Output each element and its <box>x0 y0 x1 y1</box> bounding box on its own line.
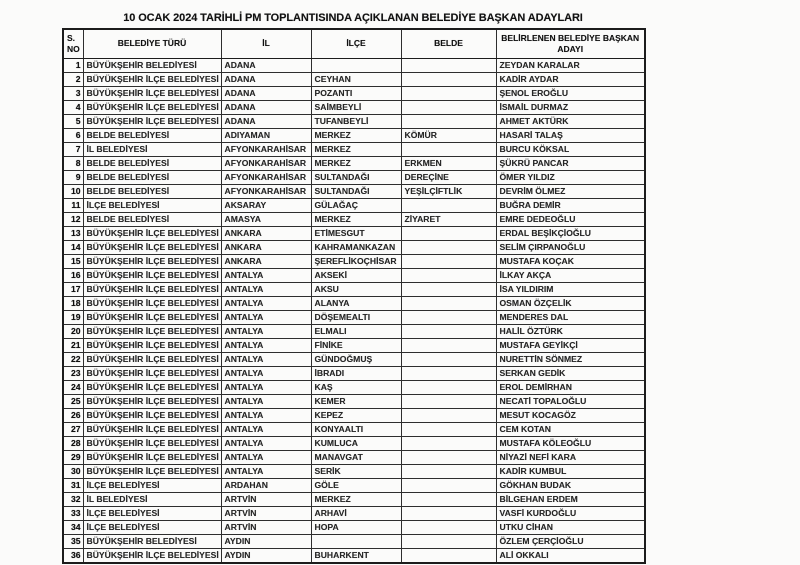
district-cell: GÖLE <box>311 478 401 492</box>
municipality-type-cell: İL BELEDİYESİ <box>83 142 221 156</box>
row-number-cell: 23 <box>63 366 83 380</box>
table-row <box>63 128 645 142</box>
row-number-cell: 2 <box>63 72 83 86</box>
table-row <box>63 170 645 184</box>
district-cell: ŞEREFLİKOÇHİSAR <box>311 254 401 268</box>
district-cell: KEPEZ <box>311 408 401 422</box>
table-row <box>63 282 645 296</box>
candidate-cell: ÖZLEM ÇERÇİOĞLU <box>496 534 645 548</box>
province-cell: ARDAHAN <box>221 478 311 492</box>
town-cell <box>401 548 496 563</box>
candidate-cell: OSMAN ÖZÇELİK <box>496 296 645 310</box>
province-cell: ARTVİN <box>221 492 311 506</box>
town-cell <box>401 226 496 240</box>
town-cell <box>401 478 496 492</box>
town-cell <box>401 520 496 534</box>
district-cell: İBRADI <box>311 366 401 380</box>
municipality-type-cell: İLÇE BELEDİYESİ <box>83 520 221 534</box>
candidate-cell: BUĞRA DEMİR <box>496 198 645 212</box>
province-cell: ANTALYA <box>221 366 311 380</box>
municipality-type-cell: BÜYÜKŞEHİR İLÇE BELEDİYESİ <box>83 226 221 240</box>
row-number-cell: 16 <box>63 268 83 282</box>
province-cell: AMASYA <box>221 212 311 226</box>
municipality-type-cell: BELDE BELEDİYESİ <box>83 128 221 142</box>
candidate-cell: DEVRİM ÖLMEZ <box>496 184 645 198</box>
row-number-cell: 18 <box>63 296 83 310</box>
header-serial-no-line2: NO <box>67 43 80 54</box>
page-title: 10 OCAK 2024 TARİHLİ PM TOPLANTISINDA AÇIKLANAN BELEDİYE BAŞKAN ADAYLARI <box>123 12 583 24</box>
table-row <box>63 86 645 100</box>
district-cell: KAŞ <box>311 380 401 394</box>
municipality-type-cell: BÜYÜKŞEHİR İLÇE BELEDİYESİ <box>83 324 221 338</box>
municipality-type-cell: BÜYÜKŞEHİR İLÇE BELEDİYESİ <box>83 254 221 268</box>
candidate-cell: ŞENOL EROĞLU <box>496 86 645 100</box>
table-row <box>63 296 645 310</box>
table-row <box>63 408 645 422</box>
row-number-cell: 31 <box>63 478 83 492</box>
town-cell <box>401 282 496 296</box>
municipality-type-cell: BÜYÜKŞEHİR İLÇE BELEDİYESİ <box>83 436 221 450</box>
district-cell: MERKEZ <box>311 492 401 506</box>
municipality-type-cell: BÜYÜKŞEHİR İLÇE BELEDİYESİ <box>83 240 221 254</box>
town-cell <box>401 310 496 324</box>
municipality-type-cell: BELDE BELEDİYESİ <box>83 156 221 170</box>
municipality-type-cell: BÜYÜKŞEHİR İLÇE BELEDİYESİ <box>83 268 221 282</box>
candidate-cell: HALİL ÖZTÜRK <box>496 324 645 338</box>
candidate-cell: ERDAL BEŞİKÇİOĞLU <box>496 226 645 240</box>
town-cell <box>401 422 496 436</box>
town-cell <box>401 240 496 254</box>
province-cell: ANTALYA <box>221 352 311 366</box>
municipality-type-cell: BÜYÜKŞEHİR İLÇE BELEDİYESİ <box>83 422 221 436</box>
province-cell: ADANA <box>221 114 311 128</box>
town-cell <box>401 366 496 380</box>
table-row <box>63 492 645 506</box>
district-cell: ETİMESGUT <box>311 226 401 240</box>
candidate-cell: EROL DEMİRHAN <box>496 380 645 394</box>
candidate-cell: ALİ OKKALI <box>496 548 645 563</box>
district-cell: KONYAALTI <box>311 422 401 436</box>
table-row <box>63 450 645 464</box>
row-number-cell: 36 <box>63 548 83 563</box>
row-number-cell: 29 <box>63 450 83 464</box>
table-row <box>63 422 645 436</box>
candidate-cell: SELİM ÇIRPANOĞLU <box>496 240 645 254</box>
candidate-cell: NİYAZİ NEFİ KARA <box>496 450 645 464</box>
candidate-cell: HASARİ TALAŞ <box>496 128 645 142</box>
town-cell <box>401 352 496 366</box>
row-number-cell: 10 <box>63 184 83 198</box>
district-cell: ELMALI <box>311 324 401 338</box>
header-serial-no-line1: S. <box>67 33 76 44</box>
row-number-cell: 6 <box>63 128 83 142</box>
district-cell: GÜNDOĞMUŞ <box>311 352 401 366</box>
row-number-cell: 35 <box>63 534 83 548</box>
province-cell: AFYONKARAHİSAR <box>221 170 311 184</box>
candidate-cell: ZEYDAN KARALAR <box>496 58 645 72</box>
district-cell: POZANTI <box>311 86 401 100</box>
candidate-cell: İLKAY AKÇA <box>496 268 645 282</box>
table-row <box>63 268 645 282</box>
table-body <box>63 58 645 563</box>
row-number-cell: 17 <box>63 282 83 296</box>
province-cell: ANTALYA <box>221 380 311 394</box>
town-cell <box>401 534 496 548</box>
province-cell: AYDIN <box>221 548 311 563</box>
district-cell: MERKEZ <box>311 128 401 142</box>
table-row <box>63 142 645 156</box>
candidate-cell: CEM KOTAN <box>496 422 645 436</box>
row-number-cell: 34 <box>63 520 83 534</box>
province-cell: ANTALYA <box>221 296 311 310</box>
town-cell: YEŞİLÇİFTLİK <box>401 184 496 198</box>
province-cell: ARTVİN <box>221 520 311 534</box>
province-cell: AFYONKARAHİSAR <box>221 156 311 170</box>
municipality-type-cell: BÜYÜKŞEHİR İLÇE BELEDİYESİ <box>83 114 221 128</box>
row-number-cell: 14 <box>63 240 83 254</box>
municipality-type-cell: BÜYÜKŞEHİR İLÇE BELEDİYESİ <box>83 100 221 114</box>
header-town: BELDE <box>401 29 496 58</box>
table-row <box>63 520 645 534</box>
district-cell: FİNİKE <box>311 338 401 352</box>
province-cell: ANKARA <box>221 240 311 254</box>
table-row <box>63 212 645 226</box>
row-number-cell: 22 <box>63 352 83 366</box>
row-number-cell: 4 <box>63 100 83 114</box>
candidate-cell: AHMET AKTÜRK <box>496 114 645 128</box>
row-number-cell: 7 <box>63 142 83 156</box>
province-cell: ADANA <box>221 72 311 86</box>
table-row <box>63 394 645 408</box>
table-header-row <box>63 29 645 58</box>
province-cell: ANTALYA <box>221 464 311 478</box>
municipality-type-cell: İLÇE BELEDİYESİ <box>83 478 221 492</box>
candidate-cell: VASFİ KURDOĞLU <box>496 506 645 520</box>
municipality-type-cell: BÜYÜKŞEHİR İLÇE BELEDİYESİ <box>83 380 221 394</box>
town-cell <box>401 142 496 156</box>
header-municipality-type: BELEDİYE TÜRÜ <box>83 29 221 58</box>
table-row <box>63 366 645 380</box>
candidate-cell: MUSTAFA KÖLEOĞLU <box>496 436 645 450</box>
district-cell: DÖŞEMEALTI <box>311 310 401 324</box>
province-cell: ADANA <box>221 86 311 100</box>
header-candidate: BELİRLENEN BELEDİYE BAŞKAN ADAYI <box>496 29 645 58</box>
table-row <box>63 324 645 338</box>
table-row <box>63 310 645 324</box>
table-row <box>63 464 645 478</box>
table-row <box>63 506 645 520</box>
row-number-cell: 8 <box>63 156 83 170</box>
town-cell <box>401 100 496 114</box>
province-cell: AYDIN <box>221 534 311 548</box>
town-cell: ERKMEN <box>401 156 496 170</box>
district-cell: ALANYA <box>311 296 401 310</box>
district-cell: SERİK <box>311 464 401 478</box>
row-number-cell: 32 <box>63 492 83 506</box>
district-cell: SULTANDAĞI <box>311 170 401 184</box>
province-cell: ANKARA <box>221 254 311 268</box>
province-cell: ADANA <box>221 58 311 72</box>
row-number-cell: 25 <box>63 394 83 408</box>
row-number-cell: 21 <box>63 338 83 352</box>
town-cell <box>401 436 496 450</box>
table-row <box>63 156 645 170</box>
province-cell: ANTALYA <box>221 394 311 408</box>
header-district: İLÇE <box>311 29 401 58</box>
town-cell <box>401 72 496 86</box>
district-cell: SAİMBEYLİ <box>311 100 401 114</box>
town-cell <box>401 408 496 422</box>
town-cell <box>401 198 496 212</box>
town-cell <box>401 324 496 338</box>
row-number-cell: 13 <box>63 226 83 240</box>
municipality-type-cell: BELDE BELEDİYESİ <box>83 184 221 198</box>
town-cell <box>401 394 496 408</box>
municipality-type-cell: BÜYÜKŞEHİR İLÇE BELEDİYESİ <box>83 394 221 408</box>
municipality-type-cell: BELDE BELEDİYESİ <box>83 170 221 184</box>
town-cell <box>401 464 496 478</box>
row-number-cell: 12 <box>63 212 83 226</box>
table-row <box>63 380 645 394</box>
candidate-cell: MESUT KOCAGÖZ <box>496 408 645 422</box>
row-number-cell: 24 <box>63 380 83 394</box>
header-serial-no <box>63 29 83 58</box>
province-cell: ANTALYA <box>221 282 311 296</box>
table-row <box>63 338 645 352</box>
row-number-cell: 1 <box>63 58 83 72</box>
province-cell: ADANA <box>221 100 311 114</box>
municipality-type-cell: BELDE BELEDİYESİ <box>83 212 221 226</box>
candidate-cell: BİLGEHAN ERDEM <box>496 492 645 506</box>
district-cell: TUFANBEYLİ <box>311 114 401 128</box>
district-cell: MERKEZ <box>311 156 401 170</box>
row-number-cell: 33 <box>63 506 83 520</box>
district-cell: BUHARKENT <box>311 548 401 563</box>
district-cell: MERKEZ <box>311 142 401 156</box>
municipality-type-cell: BÜYÜKŞEHİR İLÇE BELEDİYESİ <box>83 86 221 100</box>
district-cell <box>311 58 401 72</box>
candidate-cell: GÖKHAN BUDAK <box>496 478 645 492</box>
row-number-cell: 30 <box>63 464 83 478</box>
district-cell: KUMLUCA <box>311 436 401 450</box>
province-cell: AFYONKARAHİSAR <box>221 184 311 198</box>
table-row <box>63 436 645 450</box>
province-cell: ADIYAMAN <box>221 128 311 142</box>
candidate-cell: MENDERES DAL <box>496 310 645 324</box>
district-cell: AKSU <box>311 282 401 296</box>
district-cell: SULTANDAĞI <box>311 184 401 198</box>
province-cell: ANKARA <box>221 226 311 240</box>
table-row <box>63 534 645 548</box>
candidate-cell: İSMAİL DURMAZ <box>496 100 645 114</box>
province-cell: ANTALYA <box>221 310 311 324</box>
row-number-cell: 5 <box>63 114 83 128</box>
municipality-type-cell: BÜYÜKŞEHİR İLÇE BELEDİYESİ <box>83 464 221 478</box>
town-cell <box>401 268 496 282</box>
province-cell: ANTALYA <box>221 338 311 352</box>
municipality-type-cell: İL BELEDİYESİ <box>83 492 221 506</box>
town-cell: KÖMÜR <box>401 128 496 142</box>
municipality-type-cell: BÜYÜKŞEHİR İLÇE BELEDİYESİ <box>83 352 221 366</box>
district-cell: MANAVGAT <box>311 450 401 464</box>
province-cell: AKSARAY <box>221 198 311 212</box>
candidate-cell: KADİR KUMBUL <box>496 464 645 478</box>
province-cell: ANTALYA <box>221 436 311 450</box>
municipality-type-cell: BÜYÜKŞEHİR İLÇE BELEDİYESİ <box>83 548 221 563</box>
town-cell <box>401 380 496 394</box>
town-cell: ZİYARET <box>401 212 496 226</box>
district-cell: ARHAVİ <box>311 506 401 520</box>
district-cell: AKSEKİ <box>311 268 401 282</box>
province-cell: ANTALYA <box>221 324 311 338</box>
table-row <box>63 478 645 492</box>
province-cell: ARTVİN <box>221 506 311 520</box>
candidate-cell: NURETTİN SÖNMEZ <box>496 352 645 366</box>
row-number-cell: 26 <box>63 408 83 422</box>
row-number-cell: 19 <box>63 310 83 324</box>
town-cell <box>401 492 496 506</box>
district-cell: MERKEZ <box>311 212 401 226</box>
row-number-cell: 20 <box>63 324 83 338</box>
district-cell: KAHRAMANKAZAN <box>311 240 401 254</box>
town-cell <box>401 86 496 100</box>
table-row <box>63 58 645 72</box>
district-cell <box>311 534 401 548</box>
table-header <box>63 29 645 58</box>
district-cell: CEYHAN <box>311 72 401 86</box>
row-number-cell: 27 <box>63 422 83 436</box>
table-row <box>63 254 645 268</box>
candidate-cell: MUSTAFA KOÇAK <box>496 254 645 268</box>
municipality-type-cell: BÜYÜKŞEHİR İLÇE BELEDİYESİ <box>83 450 221 464</box>
table-row <box>63 72 645 86</box>
municipality-type-cell: BÜYÜKŞEHİR BELEDİYESİ <box>83 534 221 548</box>
candidate-cell: UTKU CİHAN <box>496 520 645 534</box>
table-row <box>63 198 645 212</box>
district-cell: KEMER <box>311 394 401 408</box>
town-cell <box>401 450 496 464</box>
municipality-type-cell: BÜYÜKŞEHİR İLÇE BELEDİYESİ <box>83 72 221 86</box>
municipality-type-cell: BÜYÜKŞEHİR İLÇE BELEDİYESİ <box>83 282 221 296</box>
candidate-cell: MUSTAFA GEYİKÇİ <box>496 338 645 352</box>
row-number-cell: 15 <box>63 254 83 268</box>
candidate-cell: İSA YILDIRIM <box>496 282 645 296</box>
province-cell: AFYONKARAHİSAR <box>221 142 311 156</box>
municipality-type-cell: İLÇE BELEDİYESİ <box>83 198 221 212</box>
row-number-cell: 28 <box>63 436 83 450</box>
municipality-type-cell: BÜYÜKŞEHİR İLÇE BELEDİYESİ <box>83 310 221 324</box>
town-cell: DEREÇİNE <box>401 170 496 184</box>
province-cell: ANTALYA <box>221 422 311 436</box>
table-row <box>63 184 645 198</box>
header-province: İL <box>221 29 311 58</box>
row-number-cell: 3 <box>63 86 83 100</box>
municipality-type-cell: BÜYÜKŞEHİR İLÇE BELEDİYESİ <box>83 408 221 422</box>
municipality-type-cell: BÜYÜKŞEHİR İLÇE BELEDİYESİ <box>83 338 221 352</box>
table-row <box>63 352 645 366</box>
candidates-table <box>62 28 646 564</box>
municipality-type-cell: BÜYÜKŞEHİR İLÇE BELEDİYESİ <box>83 296 221 310</box>
town-cell <box>401 506 496 520</box>
province-cell: ANTALYA <box>221 450 311 464</box>
candidate-cell: ÖMER YILDIZ <box>496 170 645 184</box>
table-row <box>63 226 645 240</box>
municipality-type-cell: İLÇE BELEDİYESİ <box>83 506 221 520</box>
town-cell <box>401 296 496 310</box>
candidate-cell: ŞÜKRÜ PANCAR <box>496 156 645 170</box>
table-row <box>63 548 645 563</box>
table-row <box>63 114 645 128</box>
district-cell: GÜLAĞAÇ <box>311 198 401 212</box>
candidate-cell: BURCU KÖKSAL <box>496 142 645 156</box>
municipality-type-cell: BÜYÜKŞEHİR İLÇE BELEDİYESİ <box>83 366 221 380</box>
district-cell: HOPA <box>311 520 401 534</box>
candidate-cell: SERKAN GEDİK <box>496 366 645 380</box>
province-cell: ANTALYA <box>221 268 311 282</box>
province-cell: ANTALYA <box>221 408 311 422</box>
town-cell <box>401 338 496 352</box>
town-cell <box>401 114 496 128</box>
table-row <box>63 240 645 254</box>
row-number-cell: 11 <box>63 198 83 212</box>
table-row <box>63 100 645 114</box>
municipality-type-cell: BÜYÜKŞEHİR BELEDİYESİ <box>83 58 221 72</box>
row-number-cell: 9 <box>63 170 83 184</box>
candidate-cell: EMRE DEDEOĞLU <box>496 212 645 226</box>
candidate-cell: NECATİ TOPALOĞLU <box>496 394 645 408</box>
town-cell <box>401 254 496 268</box>
candidate-cell: KADİR AYDAR <box>496 72 645 86</box>
town-cell <box>401 58 496 72</box>
